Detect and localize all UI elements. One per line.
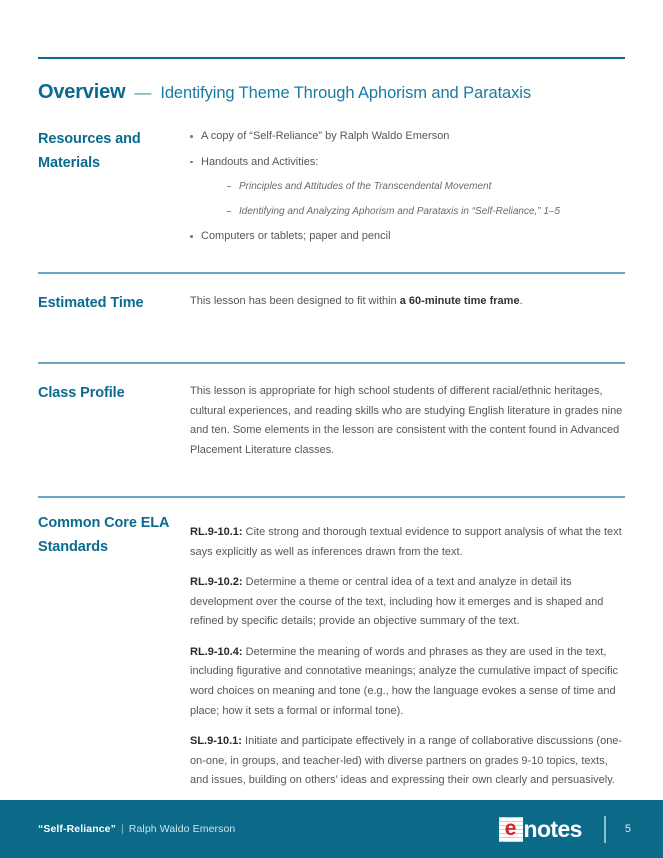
estimated-time-text-post: . [519, 295, 523, 307]
sub-list-item: Principles and Attitudes of the Transcendental Movement [227, 179, 625, 194]
list-item [190, 228, 625, 245]
footer-divider [604, 816, 606, 843]
page-footer [0, 800, 663, 858]
section-divider [38, 272, 625, 274]
section-content [190, 512, 625, 791]
handouts-sublist [201, 179, 625, 219]
standard-text: Cite strong and thorough textual evidence to support analysis of what the text says explicitly as well as inferences drawn from the text. [190, 526, 622, 558]
section-estimated-time [38, 292, 625, 316]
standard-item [190, 732, 625, 791]
section-divider [38, 496, 625, 498]
overview-label: Overview [38, 81, 126, 103]
standard-code: RL.9-10.4: [190, 645, 243, 658]
standard-item [190, 573, 625, 632]
section-class-profile [38, 382, 625, 460]
section-resources-and-materials [38, 128, 625, 245]
section-content: This lesson is appropriate for high school students of different racial/ethnic heritages, cultural experiences, and reading skills who are studying English literature in grades nine and ten. Some elements in the lesson are consistent with the content found in Advanced Placement Literature classes. [190, 385, 623, 456]
section-heading: Resources and Materials [38, 131, 141, 171]
section-content [190, 292, 625, 312]
standard-code: RL.9-10.2: [190, 576, 243, 589]
footer-citation [38, 823, 235, 835]
section-heading: Estimated Time [38, 295, 144, 311]
standard-code: RL.9-10.1: [190, 526, 243, 538]
section-content [190, 128, 625, 245]
section-common-core-standards [38, 512, 625, 791]
overview-subtitle: Identifying Theme Through Aphorism and Parataxis [160, 84, 531, 102]
standard-item [190, 643, 625, 721]
section-heading: Class Profile [38, 385, 125, 401]
page-title [38, 81, 531, 104]
footer-author: Ralph Waldo Emerson [128, 823, 236, 835]
list-item [190, 128, 625, 145]
section-divider [38, 362, 625, 364]
standard-text: Initiate and participate effectively in a range of collaborative discussions (one-on-one, in groups, and teacher-led) with diverse partners on grades 9-10 topics, texts, and issues, building on others’ ideas and expressing their own clearly and persuasively. [190, 735, 623, 787]
title-dash: — [134, 83, 152, 102]
estimated-time-text-pre: This lesson has been designed to fit within [190, 295, 400, 307]
footer-separator: | [120, 823, 124, 835]
list-item-text: Computers or tablets; paper and pencil [201, 230, 391, 242]
top-rule [38, 57, 625, 59]
enotes-wordmark: notes [523, 815, 582, 842]
list-item-text: Handouts and Activities: [201, 155, 319, 168]
standard-text: Determine a theme or central idea of a text and analyze in detail its development over the course of the text, including how it emerges and is shaped and refined by specific details; provide an objective summary of the text. [190, 576, 604, 628]
footer-right-group [499, 816, 631, 843]
sub-list-item: Identifying and Analyzing Aphorism and Parataxis in “Self-Reliance,” 1–5 [227, 204, 625, 219]
page-number: 5 [624, 823, 631, 835]
standard-text: Determine the meaning of words and phrases as they are used in the text, including figurative and connotative meanings; analyze the cumulative impact of specific word choices on meaning and tone (e.g., how the language evokes a sense of time and place; how it sets a formal or informal tone). [190, 645, 619, 717]
list-item-text: A copy of “Self-Reliance” by Ralph Waldo Emerson [201, 130, 450, 142]
list-item [190, 154, 625, 220]
footer-work-title: “Self-Reliance” [38, 823, 116, 835]
section-heading: Common Core ELA Standards [38, 515, 169, 555]
standard-code: SL.9-10.1: [190, 735, 242, 748]
enotes-e-icon: e [499, 817, 523, 842]
resources-list [190, 128, 625, 245]
standard-item [190, 523, 625, 562]
enotes-logo [499, 817, 582, 842]
estimated-time-duration: a 60-minute time frame [399, 295, 520, 307]
